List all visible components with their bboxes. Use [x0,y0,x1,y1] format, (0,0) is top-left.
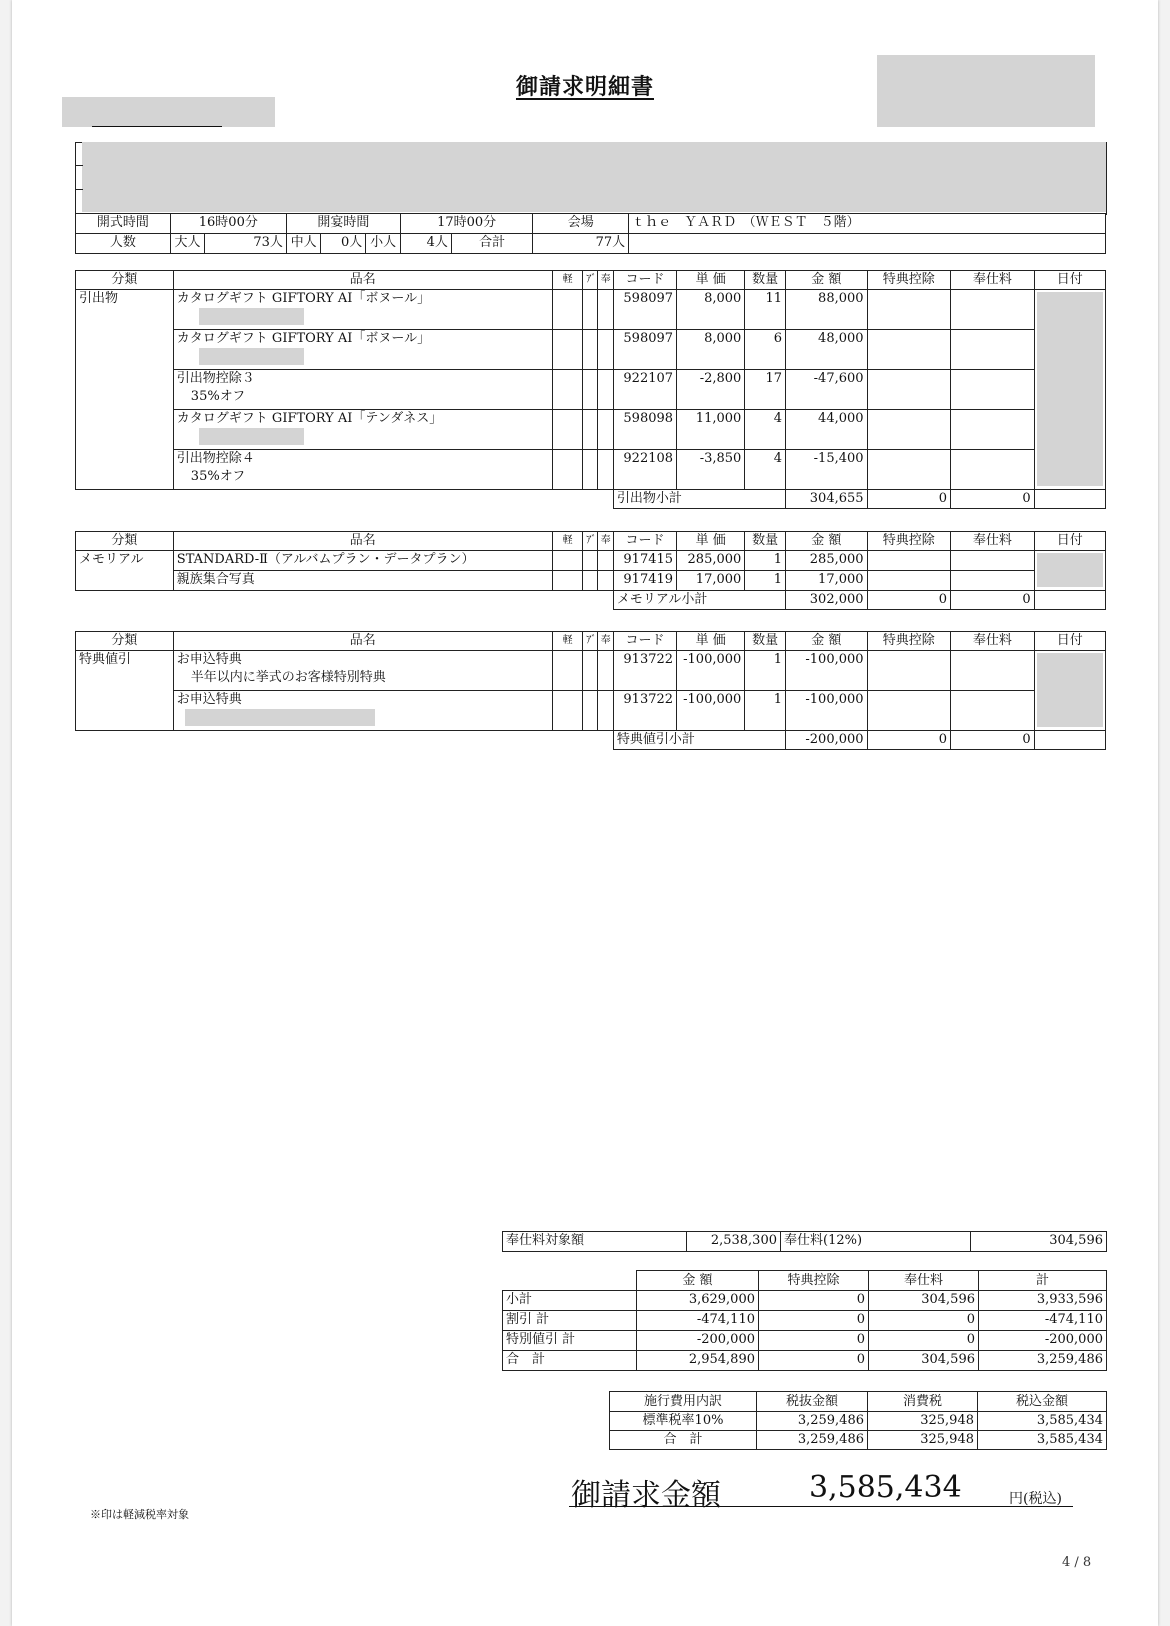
item-name: 引出物控除４ [176,451,255,466]
amount: 88,000 [786,290,868,330]
column-header-category: 分類 [76,271,174,290]
flag-cell [597,370,613,410]
unit-price: 285,000 [677,551,745,571]
service-cell [951,410,1035,450]
amount: 285,000 [786,551,868,571]
subtotal-deduction: 0 [867,490,951,509]
table-row [76,410,1106,450]
column-header-amount: 金 額 [786,271,868,290]
summary-value: 304,596 [869,1291,979,1311]
amount: -100,000 [786,691,868,731]
service-charge-table [502,1231,1107,1252]
column-header-category: 分類 [76,532,174,551]
quantity: 1 [745,551,786,571]
amount: 48,000 [786,330,868,370]
redacted-date [1037,653,1103,727]
grand-total-amount: 3,585,434 [809,1470,962,1505]
flag-cell [552,551,583,571]
item-code: 913722 [613,651,676,691]
item-name-cell [173,410,552,450]
date-cell [1034,551,1105,591]
column-header-kei: 軽 [552,271,583,290]
subtotal-deduction: 0 [867,591,951,610]
item-name: STANDARD-Ⅱ（アルバムプラン・データプラン） [176,552,475,567]
grand-total [569,1470,1073,1513]
item-code: 917419 [613,571,676,591]
child-count: 4人 [400,234,451,254]
flag-cell [597,450,613,490]
tax-row [610,1412,1107,1431]
quantity: 4 [745,450,786,490]
item-note: 35%オフ [190,389,246,404]
column-header-kei: 軽 [552,532,583,551]
banquet-time-label: 開宴時間 [286,214,400,234]
subtotal-deduction: 0 [867,731,951,750]
flag-cell [597,691,613,731]
ceremony-time: 16時00分 [170,214,286,234]
summary-header: 奉仕料 [869,1271,979,1291]
column-header-code: コード [613,632,676,651]
item-name: カタログギフト GIFTORY AI「テンダネス」 [176,411,443,426]
column-header-service: 奉仕料 [951,271,1035,290]
summary-label: 合 計 [503,1351,637,1371]
amount: -47,600 [786,370,868,410]
column-header-service: 奉仕料 [951,532,1035,551]
flag-cell [597,571,613,591]
tax-header: 施行費用内訳 [610,1392,757,1412]
deduction-cell [867,410,951,450]
tax-value: 3,259,486 [757,1412,868,1431]
column-header-deduction: 特典控除 [867,632,951,651]
middle-label: 中人 [286,234,321,254]
item-name: カタログギフト GIFTORY AI「ボヌール」 [176,291,431,306]
tax-label: 標準税率10% [610,1412,757,1431]
summary-value: 2,954,890 [637,1351,759,1371]
item-name: お申込特典 [176,652,242,667]
flag-cell [597,551,613,571]
subtotal-row [76,490,1106,509]
flag-cell [583,571,597,591]
item-note: 35%オフ [190,469,246,484]
flag-cell [552,651,583,691]
empty-cell [76,591,614,610]
event-info-rule [75,189,83,190]
column-header-hou: 奉 [597,632,613,651]
summary-label: 小計 [503,1291,637,1311]
column-header-deduction: 特典控除 [867,271,951,290]
service-cell [951,651,1035,691]
item-name-cell [173,571,552,591]
redacted-customer-name [62,97,275,127]
unit-price: 8,000 [677,330,745,370]
redacted-date [1037,553,1103,587]
section-category: 引出物 [76,290,174,490]
tax-value: 3,585,434 [978,1431,1107,1450]
flag-cell [552,450,583,490]
redacted-item-detail [185,709,375,726]
service-cell [951,691,1035,731]
column-header-unit-price: 単 価 [677,271,745,290]
column-header-ryo: ｱﾞ [583,632,597,651]
subtotal-amount: 304,655 [786,490,868,509]
flag-cell [597,290,613,330]
column-header-unit-price: 単 価 [677,532,745,551]
column-header-hou: 奉 [597,271,613,290]
summary-header: 特典控除 [759,1271,869,1291]
empty-cell [629,234,1106,254]
column-header-amount: 金 額 [786,632,868,651]
amount: 17,000 [786,571,868,591]
unit-price: 8,000 [677,290,745,330]
flag-cell [583,551,597,571]
column-header-category: 分類 [76,632,174,651]
empty-cell [1034,731,1105,750]
summary-value: 0 [759,1291,869,1311]
item-name: カタログギフト GIFTORY AI「ボヌール」 [176,331,431,346]
item-name: 引出物控除３ [176,371,255,386]
summary-label: 特別値引 計 [503,1331,637,1351]
service-base-label: 奉仕料対象額 [503,1232,687,1252]
tax-value: 325,948 [868,1412,978,1431]
flag-cell [583,450,597,490]
guest-count-label: 人数 [76,234,171,254]
column-header-hou: 奉 [597,532,613,551]
flag-cell [583,290,597,330]
empty-cell [503,1271,637,1291]
service-charge-amount: 304,596 [971,1232,1107,1252]
column-header-item: 品名 [173,532,552,551]
document-title: 御請求明細書 [515,74,654,100]
subtotal-service: 0 [951,591,1035,610]
flag-cell [583,691,597,731]
subtotal-label: 引出物小計 [613,490,785,509]
column-header-date: 日付 [1034,271,1105,290]
item-code: 598097 [613,330,676,370]
item-note: 半年以内に挙式のお客様特別特典 [190,670,386,685]
banquet-time: 17時00分 [400,214,532,234]
service-cell [951,370,1035,410]
summary-label: 割引 計 [503,1311,637,1331]
unit-price: 11,000 [677,410,745,450]
venue-label: 会場 [533,214,629,234]
tax-row [610,1431,1107,1450]
summary-row [503,1331,1107,1351]
table-row [76,551,1106,571]
service-base-amount: 2,538,300 [687,1232,781,1252]
item-name-cell [173,290,552,330]
service-cell [951,571,1035,591]
tax-header: 消費税 [868,1392,978,1412]
page-number: 4 / 8 [1062,1555,1092,1570]
summary-value: 3,259,486 [979,1351,1107,1371]
subtotal-row [76,731,1106,750]
column-header-ryo: ｱﾞ [583,271,597,290]
summary-value: -474,110 [979,1311,1107,1331]
deduction-cell [867,551,951,571]
table-row [76,651,1106,691]
summary-value: 0 [759,1311,869,1331]
flag-cell [552,571,583,591]
summary-value: -200,000 [637,1331,759,1351]
unit-price: 17,000 [677,571,745,591]
column-header-date: 日付 [1034,532,1105,551]
flag-cell [597,410,613,450]
item-code: 922108 [613,450,676,490]
redacted-item-detail [199,348,304,365]
item-code: 598097 [613,290,676,330]
summary-value: 0 [759,1331,869,1351]
subtotal-amount: 302,000 [786,591,868,610]
summary-row [503,1291,1107,1311]
deduction-cell [867,330,951,370]
quantity: 6 [745,330,786,370]
column-header-qty: 数量 [745,271,786,290]
tax-value: 325,948 [868,1431,978,1450]
adult-count: 73人 [205,234,287,254]
service-cell [951,551,1035,571]
subtotal-label: 特典値引小計 [613,731,785,750]
empty-cell [1034,591,1105,610]
venue: ｔｈｅ ＹＡＲＤ （ＷＥＳＴ ５階） [629,214,1106,234]
column-header-deduction: 特典控除 [867,532,951,551]
child-label: 小人 [366,234,401,254]
event-schedule-table [75,213,1106,254]
redacted-company-info [877,55,1095,127]
quantity: 1 [745,691,786,731]
service-cell [951,290,1035,330]
tax-header: 税込金額 [978,1392,1107,1412]
quantity: 17 [745,370,786,410]
summary-value: 0 [869,1331,979,1351]
flag-cell [552,410,583,450]
column-header-qty: 数量 [745,532,786,551]
invoice-page [12,0,1158,1626]
item-code: 913722 [613,691,676,731]
tax-label: 合 計 [610,1431,757,1450]
subtotal-label: メモリアル小計 [613,591,785,610]
deduction-cell [867,370,951,410]
section-table [75,531,1106,610]
item-name: 親族集合写真 [176,572,255,587]
subtotal-amount: -200,000 [786,731,868,750]
column-header-item: 品名 [173,632,552,651]
section-table [75,270,1106,509]
tax-breakdown-table [609,1391,1107,1450]
item-code: 917415 [613,551,676,571]
unit-price: -3,850 [677,450,745,490]
adult-label: 大人 [170,234,205,254]
table-row [76,370,1106,410]
redacted-event-details [82,142,1106,212]
item-name-cell [173,330,552,370]
flag-cell [552,330,583,370]
section-table [75,631,1106,750]
empty-cell [1034,490,1105,509]
table-row [76,691,1106,731]
amount: -15,400 [786,450,868,490]
unit-price: -2,800 [677,370,745,410]
quantity: 11 [745,290,786,330]
flag-cell [552,370,583,410]
summary-value: -200,000 [979,1331,1107,1351]
subtotal-row [76,591,1106,610]
flag-cell [597,330,613,370]
deduction-cell [867,651,951,691]
item-code: 922107 [613,370,676,410]
tax-header: 税抜金額 [757,1392,868,1412]
summary-value: 3,933,596 [979,1291,1107,1311]
column-header-code: コード [613,271,676,290]
date-cell [1034,290,1105,490]
flag-cell [583,651,597,691]
guest-total: 77人 [533,234,629,254]
summary-value: -474,110 [637,1311,759,1331]
deduction-cell [867,290,951,330]
flag-cell [583,410,597,450]
item-name-cell [173,651,552,691]
redacted-item-detail [199,308,304,325]
redacted-date [1037,292,1103,486]
table-row [76,571,1106,591]
service-cell [951,330,1035,370]
summary-value: 3,629,000 [637,1291,759,1311]
column-header-amount: 金 額 [786,532,868,551]
quantity: 4 [745,410,786,450]
subtotal-service: 0 [951,731,1035,750]
name-underline [92,126,222,127]
reduced-tax-note: ※印は軽減税率対象 [90,1508,189,1521]
summary-row [503,1311,1107,1331]
column-header-code: コード [613,532,676,551]
date-cell [1034,651,1105,731]
summary-header: 計 [979,1271,1107,1291]
item-name-cell [173,551,552,571]
tax-value: 3,259,486 [757,1431,868,1450]
summary-value: 304,596 [869,1351,979,1371]
guest-total-label: 合計 [451,234,533,254]
deduction-cell [867,571,951,591]
section-category: メモリアル [76,551,174,591]
column-header-qty: 数量 [745,632,786,651]
amount: -100,000 [786,651,868,691]
item-name-cell [173,691,552,731]
event-info-rule [75,165,83,166]
flag-cell [552,290,583,330]
summary-table [502,1270,1107,1371]
amount: 44,000 [786,410,868,450]
grand-total-label: 御請求金額 [571,1478,721,1513]
summary-row [503,1351,1107,1371]
column-header-date: 日付 [1034,632,1105,651]
column-header-service: 奉仕料 [951,632,1035,651]
subtotal-service: 0 [951,490,1035,509]
flag-cell [552,691,583,731]
unit-price: -100,000 [677,691,745,731]
empty-cell [76,731,614,750]
quantity: 1 [745,651,786,691]
column-header-kei: 軽 [552,632,583,651]
item-name: お申込特典 [176,692,242,707]
unit-price: -100,000 [677,651,745,691]
empty-cell [76,490,614,509]
summary-value: 0 [869,1311,979,1331]
table-row [76,450,1106,490]
flag-cell [597,651,613,691]
item-code: 598098 [613,410,676,450]
item-name-cell [173,370,552,410]
redacted-item-detail [199,428,304,445]
column-header-unit-price: 単 価 [677,632,745,651]
column-header-item: 品名 [173,271,552,290]
summary-header: 金 額 [637,1271,759,1291]
column-header-ryo: ｱﾞ [583,532,597,551]
ceremony-time-label: 開式時間 [76,214,171,234]
flag-cell [583,370,597,410]
grand-total-unit: 円(税込) [1009,1491,1062,1507]
item-name-cell [173,450,552,490]
flag-cell [583,330,597,370]
table-row [76,330,1106,370]
summary-value: 0 [759,1351,869,1371]
service-cell [951,450,1035,490]
tax-value: 3,585,434 [978,1412,1107,1431]
table-row [76,290,1106,330]
section-category: 特典値引 [76,651,174,731]
deduction-cell [867,691,951,731]
service-rate-label: 奉仕料(12%) [781,1232,971,1252]
middle-count: 0人 [321,234,366,254]
quantity: 1 [745,571,786,591]
deduction-cell [867,450,951,490]
